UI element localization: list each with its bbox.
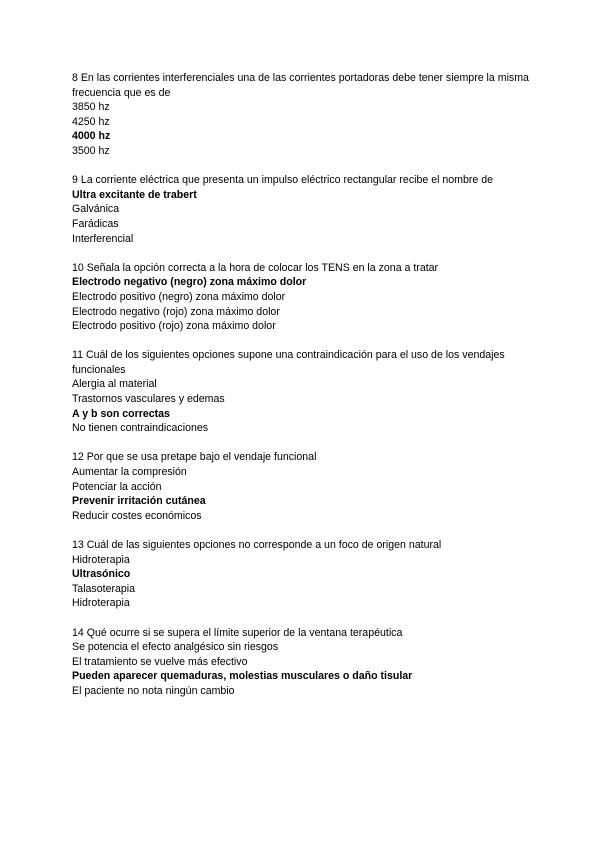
document-page [72,71,532,713]
correct-answer-option: Ultra excitante de trabert [72,188,197,201]
question-12 [72,450,532,523]
answer-option: Electrodo positivo (negro) zona máximo dolor [72,290,286,303]
question-text: 14 Qué ocurre si se supera el límite superior de la ventana terapéutica [72,626,403,639]
answer-option: Galvánica [72,203,120,216]
answer-option: Electrodo negativo (rojo) zona máximo dolor [72,305,280,318]
answer-option: No tienen contraindicaciones [72,422,209,435]
question-11 [72,348,532,436]
answer-option: Electrodo positivo (rojo) zona máximo dolor [72,320,276,333]
answer-option: Aumentar la compresión [72,466,187,479]
answer-option: Se potencia el efecto analgésico sin riesgos [72,641,279,654]
answer-option: Trastornos vasculares y edemas [72,393,225,406]
answer-option: Alergia al material [72,378,157,391]
question-14 [72,626,532,699]
question-text: 9 La corriente eléctrica que presenta un impulso eléctrico rectangular recibe el nombre de [72,174,494,187]
correct-answer-option: Prevenir irritación cutánea [72,495,206,508]
answer-option: Hidroterapia [72,597,130,610]
question-10 [72,261,532,334]
question-text: 12 Por que se usa pretape bajo el vendaje funcional [72,451,317,464]
answer-option: Potenciar la acción [72,480,162,493]
correct-answer-option: A y b son correctas [72,407,170,420]
question-13 [72,538,532,611]
answer-option: El tratamiento se vuelve más efectivo [72,655,248,668]
answer-option: Interferencial [72,232,134,245]
answer-option: Farádicas [72,217,119,230]
correct-answer-option: 4000 hz [72,130,111,143]
answer-option: 3850 hz [72,101,110,114]
question-8 [72,71,532,159]
answer-option: 4250 hz [72,115,110,128]
answer-option: Reducir costes económicos [72,509,202,522]
answer-option: Hidroterapia [72,553,130,566]
correct-answer-option: Electrodo negativo (negro) zona máximo dolor [72,276,307,289]
question-text: 8 En las corrientes interferenciales una de las corrientes portadoras debe tener siempre la misma frecuencia que es de [72,72,529,99]
question-text: 10 Señala la opción correcta a la hora de colocar los TENS en la zona a tratar [72,261,439,274]
answer-option: Talasoterapia [72,582,136,595]
correct-answer-option: Pueden aparecer quemaduras, molestias musculares o daño tisular [72,670,413,683]
question-text: 13 Cuál de las siguientes opciones no corresponde a un foco de origen natural [72,539,442,551]
question-text: 11 Cuál de los siguientes opciones supone una contraindicación para el uso de los vendajes funcionales [72,349,505,376]
answer-option: El paciente no nota ningún cambio [72,684,235,697]
answer-option: 3500 hz [72,144,110,157]
question-9 [72,173,532,246]
correct-answer-option: Ultrasónico [72,568,131,581]
